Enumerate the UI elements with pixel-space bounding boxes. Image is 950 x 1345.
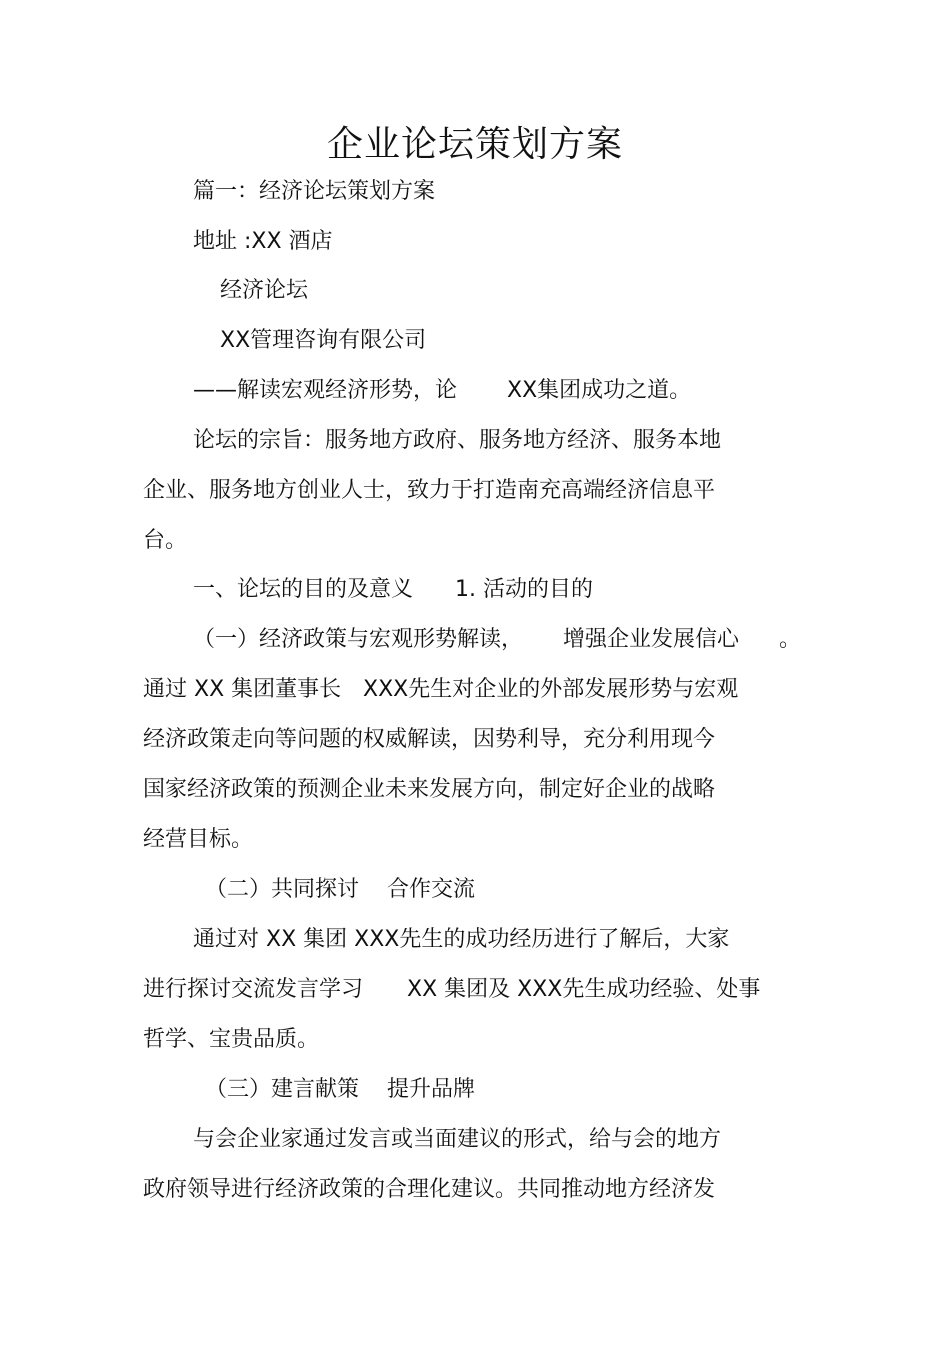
- paragraph-line-part-2: XXX先生对企业的外部发展形势与宏观: [363, 677, 739, 702]
- subsection-heading: [205, 1075, 505, 1105]
- paragraph-line: 经济政策走向等问题的权威解读，因势利导，充分利用现今: [143, 727, 716, 752]
- subsection-heading-part-1: （一）经济政策与宏观形势解读，: [193, 627, 524, 652]
- paragraph-line: 台。: [143, 528, 188, 553]
- subsection-heading: [205, 875, 505, 905]
- subsection-heading-part-2: 合作交流: [387, 877, 476, 902]
- subsection-heading: [193, 625, 803, 655]
- document-title: 企业论坛策划方案: [326, 124, 623, 165]
- subtitle-part-2: XX集团成功之道。: [507, 378, 692, 403]
- section-heading-part-2: 1. 活动的目的: [455, 577, 593, 602]
- subsection-heading-part-2: 增强企业发展信心: [563, 627, 740, 652]
- paragraph-line-part-2: XX 集团及 XXX先生成功经验、处事: [407, 977, 761, 1002]
- paragraph-line-part-1: 进行探讨交流发言学习: [143, 977, 364, 1002]
- paragraph-line: [143, 675, 783, 705]
- subsection-heading-part-2: 提升品牌: [387, 1077, 476, 1102]
- paragraph-line-part-1: 通过 XX 集团董事长: [143, 677, 342, 702]
- organizer-name: XX管理咨询有限公司: [220, 328, 427, 353]
- paragraph-line: 经营目标。: [143, 827, 254, 852]
- paragraph-line: 企业、服务地方创业人士，致力于打造南充高端经济信息平: [143, 478, 716, 503]
- section-heading: [193, 575, 633, 605]
- subtitle-line: [193, 376, 713, 406]
- subtitle-part-1: ——解读宏观经济形势，论: [193, 378, 458, 403]
- forum-name: 经济论坛: [220, 278, 309, 303]
- address-line: 地址 :XX 酒店: [193, 229, 333, 254]
- paragraph-line: [143, 975, 793, 1005]
- chapter-heading: 篇一：经济论坛策划方案: [193, 179, 436, 204]
- paragraph-line: 与会企业家通过发言或当面建议的形式，给与会的地方: [193, 1127, 722, 1152]
- section-heading-part-1: 一、论坛的目的及意义: [193, 577, 414, 602]
- subsection-heading-part-1: （二）共同探讨: [205, 877, 360, 902]
- paragraph-line: 通过对 XX 集团 XXX先生的成功经历进行了解后，大家: [193, 927, 730, 952]
- paragraph-line: 哲学、宝贵品质。: [143, 1027, 320, 1052]
- subsection-heading-part-3: 。: [779, 627, 802, 652]
- paragraph-line: 政府领导进行经济政策的合理化建议。共同推动地方经济发: [143, 1177, 716, 1202]
- paragraph-line: 论坛的宗旨：服务地方政府、服务地方经济、服务本地: [193, 428, 722, 453]
- subsection-heading-part-1: （三）建言献策: [205, 1077, 360, 1102]
- paragraph-line: 国家经济政策的预测企业未来发展方向，制定好企业的战略: [143, 777, 716, 802]
